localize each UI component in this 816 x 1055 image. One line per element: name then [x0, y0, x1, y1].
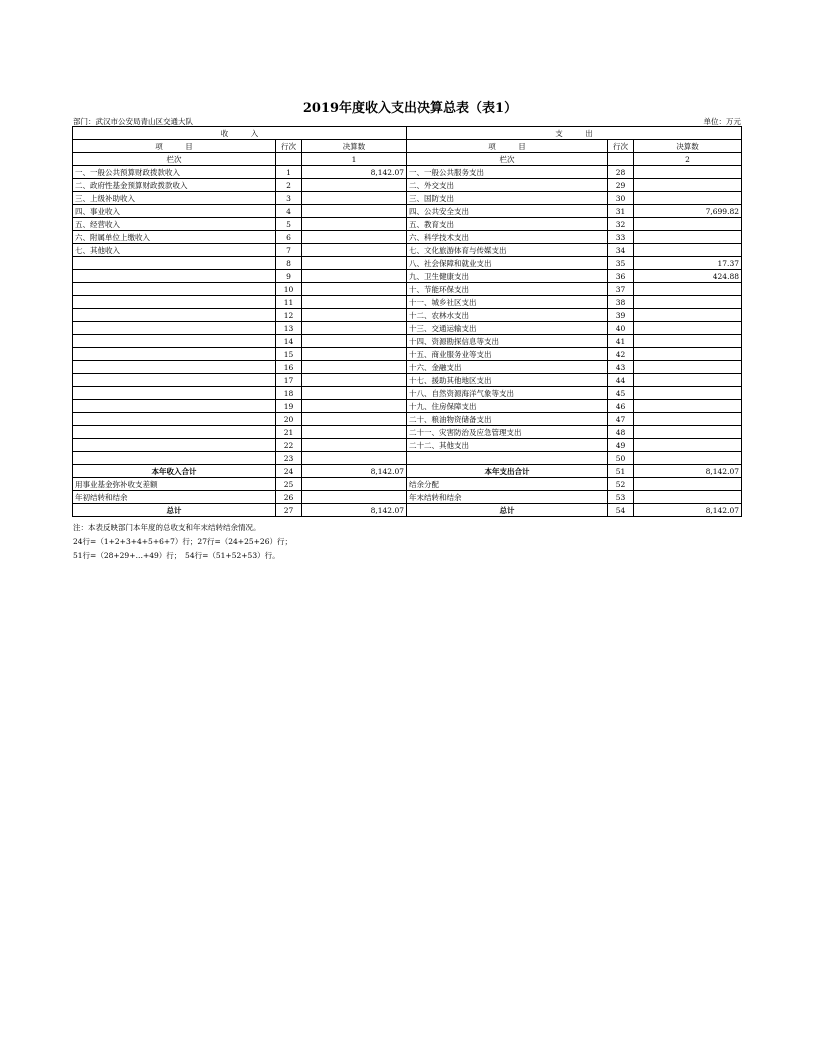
income-amount-cell [302, 257, 407, 270]
expense-item-cell: 十九、住房保障支出 [407, 400, 608, 413]
expense-amount-cell: 424.88 [634, 270, 742, 283]
income-item-cell [73, 257, 276, 270]
income-rowno-cell: 23 [276, 452, 302, 465]
income-rowno-cell: 5 [276, 218, 302, 231]
income-item-cell: 三、上级补助收入 [73, 192, 276, 205]
income-item-cell [73, 361, 276, 374]
expense-rowno-cell: 28 [608, 166, 634, 179]
expense-item-cell: 十二、农林水支出 [407, 309, 608, 322]
income-amount-cell [302, 218, 407, 231]
expense-item-cell: 十一、城乡社区支出 [407, 296, 608, 309]
expense-item-cell: 七、文化旅游体育与传媒支出 [407, 244, 608, 257]
income-rowno-header: 行次 [276, 140, 302, 153]
expense-item-cell: 八、社会保障和就业支出 [407, 257, 608, 270]
income-amount-cell: 8,142.07 [302, 166, 407, 179]
expense-rowno-cell: 36 [608, 270, 634, 283]
expense-rowno-cell: 30 [608, 192, 634, 205]
income-rowno-cell: 2 [276, 179, 302, 192]
income-item-cell [73, 322, 276, 335]
income-item-cell [73, 387, 276, 400]
table-row [73, 296, 742, 309]
table-row [73, 218, 742, 231]
expense-amount-cell [634, 374, 742, 387]
table-row [73, 335, 742, 348]
expense-item-cell: 本年支出合计 [407, 465, 608, 478]
income-item-cell [73, 348, 276, 361]
expense-item-cell: 十三、交通运输支出 [407, 322, 608, 335]
expense-amount-cell [634, 400, 742, 413]
income-item-cell [73, 270, 276, 283]
expense-amount-cell: 8,142.07 [634, 465, 742, 478]
income-item-cell [73, 283, 276, 296]
income-amount-cell [302, 283, 407, 296]
table-row [73, 348, 742, 361]
budget-summary-table [72, 126, 742, 517]
table-row [73, 400, 742, 413]
income-amount-cell [302, 322, 407, 335]
expense-rowno-cell: 52 [608, 478, 634, 491]
income-rowno-cell: 19 [276, 400, 302, 413]
empty-cell [276, 153, 302, 166]
income-item-cell: 一、一般公共预算财政拨款收入 [73, 166, 276, 179]
table-row [73, 192, 742, 205]
table-row [73, 413, 742, 426]
table-row [73, 283, 742, 296]
income-item-cell [73, 452, 276, 465]
expense-rowno-cell: 45 [608, 387, 634, 400]
expense-item-cell: 二十一、灾害防治及应急管理支出 [407, 426, 608, 439]
income-amount-cell [302, 439, 407, 452]
empty-cell [608, 153, 634, 166]
expense-rowno-cell: 33 [608, 231, 634, 244]
income-item-cell: 年初结转和结余 [73, 491, 276, 504]
income-rowno-cell: 11 [276, 296, 302, 309]
expense-rowno-cell: 34 [608, 244, 634, 257]
note-line: 24行=（1+2+3+4+5+6+7）行；27行=（24+25+26）行； [73, 537, 292, 546]
expense-rowno-cell: 31 [608, 205, 634, 218]
expense-amount-cell [634, 452, 742, 465]
expense-rowno-cell: 38 [608, 296, 634, 309]
expense-item-cell: 六、科学技术支出 [407, 231, 608, 244]
income-rowno-cell: 7 [276, 244, 302, 257]
expense-amount-cell [634, 387, 742, 400]
table-row [73, 244, 742, 257]
income-amount-cell [302, 413, 407, 426]
table-row [73, 231, 742, 244]
expense-item-cell: 二十、粮油物资储备支出 [407, 413, 608, 426]
table-row [73, 322, 742, 335]
income-col-number: 1 [302, 153, 407, 166]
expense-amount-cell [634, 322, 742, 335]
income-item-cell: 总计 [73, 504, 276, 517]
expense-amount-cell [634, 413, 742, 426]
income-amount-cell [302, 335, 407, 348]
income-amount-cell [302, 374, 407, 387]
expense-amount-cell [634, 296, 742, 309]
expense-item-cell: 四、公共安全支出 [407, 205, 608, 218]
income-item-cell [73, 439, 276, 452]
income-rowno-cell: 9 [276, 270, 302, 283]
income-rowno-cell: 14 [276, 335, 302, 348]
table-row [73, 309, 742, 322]
income-rowno-cell: 15 [276, 348, 302, 361]
expense-item-cell [407, 452, 608, 465]
income-amount-cell [302, 205, 407, 218]
income-amount-cell [302, 244, 407, 257]
expense-rowno-cell: 29 [608, 179, 634, 192]
expense-amount-header: 决算数 [634, 140, 742, 153]
expense-item-cell: 十五、商业服务业等支出 [407, 348, 608, 361]
income-amount-cell [302, 348, 407, 361]
note-line: 注：本表反映部门本年度的总收支和年末结转结余情况。 [73, 523, 261, 532]
table-row [73, 179, 742, 192]
unit-label: 单位：万元 [703, 117, 741, 126]
expense-amount-cell [634, 426, 742, 439]
income-amount-cell: 8,142.07 [302, 504, 407, 517]
income-rowno-cell: 1 [276, 166, 302, 179]
column-label-row [73, 153, 742, 166]
income-amount-cell [302, 478, 407, 491]
expense-amount-cell [634, 491, 742, 504]
expense-rowno-cell: 39 [608, 309, 634, 322]
income-amount-cell [302, 179, 407, 192]
table-row [73, 257, 742, 270]
expense-item-cell: 五、教育支出 [407, 218, 608, 231]
income-item-cell: 五、经营收入 [73, 218, 276, 231]
expense-amount-cell [634, 179, 742, 192]
expense-amount-cell [634, 231, 742, 244]
income-amount-header: 决算数 [302, 140, 407, 153]
income-col-label: 栏次 [73, 153, 276, 166]
income-item-cell [73, 426, 276, 439]
expense-col-label: 栏次 [407, 153, 608, 166]
income-amount-cell [302, 361, 407, 374]
income-amount-cell [302, 387, 407, 400]
expense-amount-cell [634, 218, 742, 231]
income-amount-cell [302, 426, 407, 439]
expense-rowno-header: 行次 [608, 140, 634, 153]
income-rowno-cell: 18 [276, 387, 302, 400]
table-row [73, 270, 742, 283]
expense-item-cell: 二、外交支出 [407, 179, 608, 192]
income-item-cell [73, 335, 276, 348]
income-item-cell: 四、事业收入 [73, 205, 276, 218]
expense-item-cell: 一、一般公共服务支出 [407, 166, 608, 179]
income-item-cell [73, 400, 276, 413]
page-title: 2019年度收入支出决算总表（表1） [302, 101, 518, 116]
expense-amount-cell [634, 335, 742, 348]
note-line: 51行=（28+29+…+49）行； 54行=（51+52+53）行。 [73, 551, 280, 560]
expense-item-cell: 总计 [407, 504, 608, 517]
table-row [73, 361, 742, 374]
expense-rowno-cell: 49 [608, 439, 634, 452]
income-item-cell: 本年收入合计 [73, 465, 276, 478]
table-row [73, 387, 742, 400]
expense-amount-cell [634, 361, 742, 374]
income-rowno-cell: 21 [276, 426, 302, 439]
income-rowno-cell: 24 [276, 465, 302, 478]
summary-row [73, 491, 742, 504]
income-rowno-cell: 16 [276, 361, 302, 374]
expense-item-cell: 结余分配 [407, 478, 608, 491]
section-header-row [73, 127, 742, 140]
income-rowno-cell: 3 [276, 192, 302, 205]
income-rowno-cell: 10 [276, 283, 302, 296]
expense-rowno-cell: 35 [608, 257, 634, 270]
expense-rowno-cell: 51 [608, 465, 634, 478]
income-amount-cell [302, 309, 407, 322]
expense-amount-cell [634, 439, 742, 452]
summary-row [73, 504, 742, 517]
income-rowno-cell: 25 [276, 478, 302, 491]
income-section-header: 收 入 [73, 127, 407, 140]
table-row [73, 452, 742, 465]
table-row [73, 166, 742, 179]
table-row [73, 426, 742, 439]
table-row [73, 205, 742, 218]
expense-item-header: 项 目 [407, 140, 608, 153]
income-rowno-cell: 8 [276, 257, 302, 270]
income-rowno-cell: 22 [276, 439, 302, 452]
income-item-header: 项 目 [73, 140, 276, 153]
expense-amount-cell [634, 348, 742, 361]
expense-amount-cell [634, 478, 742, 491]
expense-amount-cell: 7,699.82 [634, 205, 742, 218]
income-amount-cell [302, 296, 407, 309]
expense-rowno-cell: 48 [608, 426, 634, 439]
expense-rowno-cell: 47 [608, 413, 634, 426]
expense-amount-cell [634, 244, 742, 257]
income-rowno-cell: 17 [276, 374, 302, 387]
expense-rowno-cell: 53 [608, 491, 634, 504]
summary-row [73, 465, 742, 478]
expense-amount-cell [634, 192, 742, 205]
expense-rowno-cell: 43 [608, 361, 634, 374]
income-amount-cell [302, 452, 407, 465]
expense-rowno-cell: 41 [608, 335, 634, 348]
income-item-cell [73, 413, 276, 426]
expense-rowno-cell: 54 [608, 504, 634, 517]
income-amount-cell [302, 192, 407, 205]
expense-item-cell: 十、节能环保支出 [407, 283, 608, 296]
expense-rowno-cell: 40 [608, 322, 634, 335]
income-amount-cell [302, 270, 407, 283]
income-rowno-cell: 27 [276, 504, 302, 517]
expense-rowno-cell: 50 [608, 452, 634, 465]
expense-section-header: 支 出 [407, 127, 742, 140]
expense-item-cell: 二十二、其他支出 [407, 439, 608, 452]
expense-item-cell: 三、国防支出 [407, 192, 608, 205]
summary-row [73, 478, 742, 491]
expense-item-cell: 九、卫生健康支出 [407, 270, 608, 283]
income-item-cell: 用事业基金弥补收支差额 [73, 478, 276, 491]
expense-item-cell: 十八、自然资源海洋气象等支出 [407, 387, 608, 400]
income-amount-cell [302, 491, 407, 504]
expense-rowno-cell: 42 [608, 348, 634, 361]
notes [73, 521, 292, 563]
expense-item-cell: 十四、资源勘探信息等支出 [407, 335, 608, 348]
column-header-row [73, 140, 742, 153]
income-rowno-cell: 20 [276, 413, 302, 426]
expense-amount-cell [634, 166, 742, 179]
expense-item-cell: 十六、金融支出 [407, 361, 608, 374]
expense-amount-cell [634, 283, 742, 296]
income-item-cell [73, 296, 276, 309]
expense-rowno-cell: 44 [608, 374, 634, 387]
income-rowno-cell: 12 [276, 309, 302, 322]
income-item-cell: 六、附属单位上缴收入 [73, 231, 276, 244]
table-row [73, 439, 742, 452]
income-rowno-cell: 26 [276, 491, 302, 504]
expense-amount-cell: 17.37 [634, 257, 742, 270]
expense-item-cell: 年末结转和结余 [407, 491, 608, 504]
income-item-cell: 二、政府性基金预算财政拨款收入 [73, 179, 276, 192]
expense-col-number: 2 [634, 153, 742, 166]
expense-rowno-cell: 37 [608, 283, 634, 296]
table-row [73, 374, 742, 387]
income-rowno-cell: 6 [276, 231, 302, 244]
income-item-cell [73, 374, 276, 387]
expense-amount-cell: 8,142.07 [634, 504, 742, 517]
department-label: 部门：武汉市公安局青山区交通大队 [73, 117, 193, 126]
expense-item-cell: 十七、援助其他地区支出 [407, 374, 608, 387]
income-amount-cell: 8,142.07 [302, 465, 407, 478]
expense-amount-cell [634, 309, 742, 322]
income-rowno-cell: 13 [276, 322, 302, 335]
income-item-cell [73, 309, 276, 322]
income-amount-cell [302, 231, 407, 244]
expense-rowno-cell: 32 [608, 218, 634, 231]
income-item-cell: 七、其他收入 [73, 244, 276, 257]
income-rowno-cell: 4 [276, 205, 302, 218]
expense-rowno-cell: 46 [608, 400, 634, 413]
income-amount-cell [302, 400, 407, 413]
